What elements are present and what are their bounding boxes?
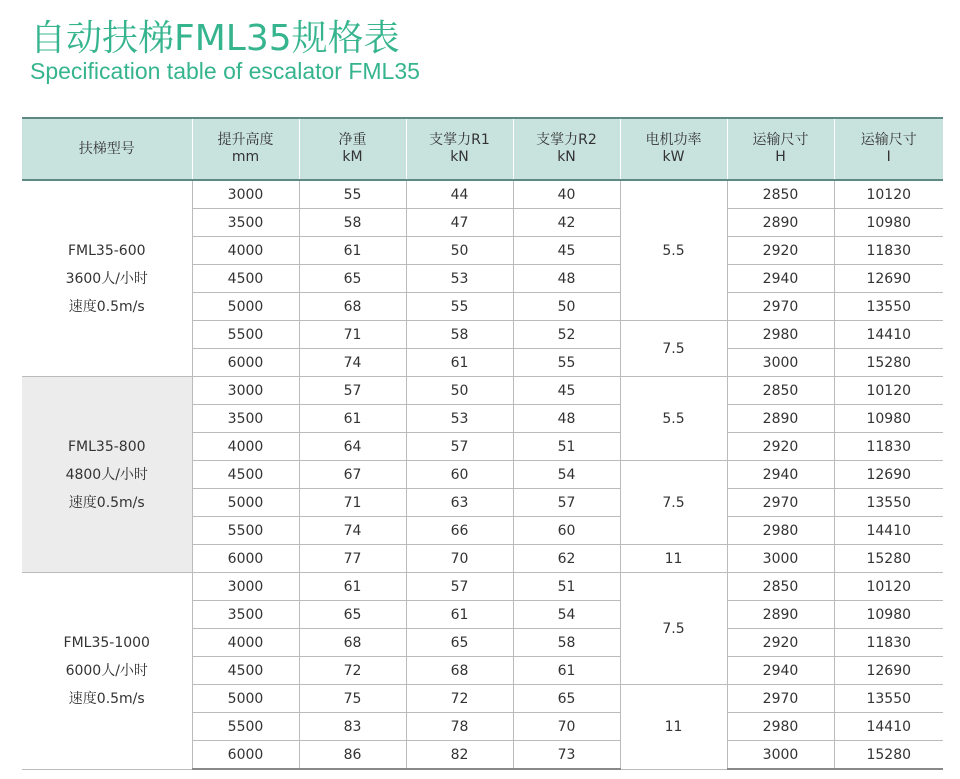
header-support-r2: 支掌力R2 kN: [513, 118, 620, 180]
motor-power-cell: 7.5: [620, 573, 727, 685]
support-r2-cell: 48: [513, 405, 620, 433]
support-r1-cell: 61: [406, 601, 513, 629]
net-weight-cell: 61: [299, 237, 406, 265]
transport-i-cell: 14410: [834, 517, 943, 545]
transport-i-cell: 11830: [834, 629, 943, 657]
net-weight-cell: 77: [299, 545, 406, 573]
header-net-weight: 净重 kM: [299, 118, 406, 180]
net-weight-cell: 57: [299, 377, 406, 405]
support-r2-cell: 45: [513, 377, 620, 405]
lift-height-cell: 4500: [192, 657, 299, 685]
transport-h-cell: 2980: [727, 321, 834, 349]
motor-power-cell: 7.5: [620, 461, 727, 545]
lift-height-cell: 3500: [192, 405, 299, 433]
support-r1-cell: 58: [406, 321, 513, 349]
header-transport-h: 运输尺寸 H: [727, 118, 834, 180]
lift-height-cell: 4500: [192, 461, 299, 489]
transport-h-cell: 2890: [727, 601, 834, 629]
transport-i-cell: 13550: [834, 293, 943, 321]
transport-h-cell: 2920: [727, 629, 834, 657]
transport-h-cell: 2850: [727, 180, 834, 209]
support-r1-cell: 72: [406, 685, 513, 713]
transport-i-cell: 14410: [834, 321, 943, 349]
net-weight-cell: 58: [299, 209, 406, 237]
support-r1-cell: 50: [406, 237, 513, 265]
support-r1-cell: 65: [406, 629, 513, 657]
header-motor-power: 电机功率 kW: [620, 118, 727, 180]
page-title: 自动扶梯FML35规格表: [30, 18, 400, 59]
transport-h-cell: 3000: [727, 349, 834, 377]
lift-height-cell: 3000: [192, 573, 299, 601]
transport-h-cell: 2980: [727, 517, 834, 545]
support-r1-cell: 70: [406, 545, 513, 573]
model-cell: [22, 180, 192, 377]
lift-height-cell: 4000: [192, 237, 299, 265]
transport-h-cell: 2940: [727, 657, 834, 685]
support-r2-cell: 42: [513, 209, 620, 237]
model-speed: 速度0.5m/s: [68, 690, 145, 707]
support-r1-cell: 57: [406, 573, 513, 601]
support-r1-cell: 50: [406, 377, 513, 405]
transport-i-cell: 11830: [834, 237, 943, 265]
transport-h-cell: 2850: [727, 377, 834, 405]
transport-i-cell: 13550: [834, 685, 943, 713]
transport-h-cell: 2920: [727, 237, 834, 265]
net-weight-cell: 74: [299, 349, 406, 377]
support-r2-cell: 45: [513, 237, 620, 265]
net-weight-cell: 71: [299, 489, 406, 517]
model-speed: 速度0.5m/s: [68, 494, 145, 511]
lift-height-cell: 6000: [192, 349, 299, 377]
support-r1-cell: 55: [406, 293, 513, 321]
model-cell: [22, 377, 192, 573]
table-row: [22, 180, 943, 209]
header-transport-i: 运输尺寸 I: [834, 118, 943, 180]
net-weight-cell: 61: [299, 573, 406, 601]
motor-power-cell: 5.5: [620, 180, 727, 321]
net-weight-cell: 65: [299, 601, 406, 629]
net-weight-cell: 75: [299, 685, 406, 713]
transport-i-cell: 15280: [834, 741, 943, 770]
support-r1-cell: 53: [406, 265, 513, 293]
transport-h-cell: 2920: [727, 433, 834, 461]
support-r2-cell: 65: [513, 685, 620, 713]
transport-i-cell: 13550: [834, 489, 943, 517]
net-weight-cell: 65: [299, 265, 406, 293]
support-r2-cell: 51: [513, 573, 620, 601]
support-r2-cell: 61: [513, 657, 620, 685]
table-row: [22, 377, 943, 405]
transport-h-cell: 2850: [727, 573, 834, 601]
motor-power-cell: 5.5: [620, 377, 727, 461]
lift-height-cell: 4000: [192, 433, 299, 461]
lift-height-cell: 5500: [192, 517, 299, 545]
net-weight-cell: 68: [299, 629, 406, 657]
support-r1-cell: 60: [406, 461, 513, 489]
lift-height-cell: 5000: [192, 685, 299, 713]
lift-height-cell: 5000: [192, 489, 299, 517]
transport-i-cell: 12690: [834, 461, 943, 489]
transport-i-cell: 10120: [834, 377, 943, 405]
lift-height-cell: 6000: [192, 545, 299, 573]
header-support-r1: 支掌力R1 kN: [406, 118, 513, 180]
transport-h-cell: 2970: [727, 293, 834, 321]
header-row: [22, 118, 943, 180]
motor-power-cell: 11: [620, 685, 727, 770]
net-weight-cell: 74: [299, 517, 406, 545]
support-r1-cell: 78: [406, 713, 513, 741]
table-row: [22, 573, 943, 601]
support-r2-cell: 52: [513, 321, 620, 349]
lift-height-cell: 3500: [192, 209, 299, 237]
lift-height-cell: 5500: [192, 321, 299, 349]
support-r1-cell: 68: [406, 657, 513, 685]
page-subtitle: Specification table of escalator FML35: [30, 58, 420, 84]
transport-i-cell: 10120: [834, 573, 943, 601]
support-r1-cell: 47: [406, 209, 513, 237]
lift-height-cell: 6000: [192, 741, 299, 770]
support-r1-cell: 82: [406, 741, 513, 770]
transport-i-cell: 10120: [834, 180, 943, 209]
lift-height-cell: 5500: [192, 713, 299, 741]
support-r2-cell: 51: [513, 433, 620, 461]
support-r2-cell: 70: [513, 713, 620, 741]
lift-height-cell: 3000: [192, 377, 299, 405]
support-r2-cell: 48: [513, 265, 620, 293]
transport-h-cell: 3000: [727, 741, 834, 770]
spec-table: [22, 117, 943, 770]
model-name: FML35-800: [67, 438, 146, 455]
net-weight-cell: 86: [299, 741, 406, 770]
support-r1-cell: 57: [406, 433, 513, 461]
support-r2-cell: 73: [513, 741, 620, 770]
model-capacity: 3600人/小时: [65, 270, 148, 287]
lift-height-cell: 4000: [192, 629, 299, 657]
support-r2-cell: 58: [513, 629, 620, 657]
transport-i-cell: 11830: [834, 433, 943, 461]
support-r1-cell: 63: [406, 489, 513, 517]
model-name: FML35-600: [67, 242, 146, 259]
transport-h-cell: 2980: [727, 713, 834, 741]
support-r1-cell: 61: [406, 349, 513, 377]
transport-h-cell: 2970: [727, 685, 834, 713]
transport-i-cell: 10980: [834, 209, 943, 237]
transport-h-cell: 2940: [727, 265, 834, 293]
transport-i-cell: 12690: [834, 265, 943, 293]
support-r2-cell: 40: [513, 180, 620, 209]
model-speed: 速度0.5m/s: [68, 298, 145, 315]
transport-h-cell: 2970: [727, 489, 834, 517]
transport-h-cell: 3000: [727, 545, 834, 573]
transport-h-cell: 2940: [727, 461, 834, 489]
transport-i-cell: 15280: [834, 349, 943, 377]
lift-height-cell: 4500: [192, 265, 299, 293]
header-lift-height: 提升高度 mm: [192, 118, 299, 180]
model-capacity: 4800人/小时: [65, 466, 148, 483]
net-weight-cell: 83: [299, 713, 406, 741]
model-name: FML35-1000: [63, 634, 150, 651]
lift-height-cell: 5000: [192, 293, 299, 321]
support-r2-cell: 54: [513, 601, 620, 629]
net-weight-cell: 68: [299, 293, 406, 321]
support-r2-cell: 50: [513, 293, 620, 321]
support-r2-cell: 57: [513, 489, 620, 517]
transport-i-cell: 14410: [834, 713, 943, 741]
motor-power-cell: 7.5: [620, 321, 727, 377]
support-r1-cell: 66: [406, 517, 513, 545]
net-weight-cell: 55: [299, 180, 406, 209]
net-weight-cell: 72: [299, 657, 406, 685]
transport-h-cell: 2890: [727, 209, 834, 237]
net-weight-cell: 64: [299, 433, 406, 461]
transport-i-cell: 10980: [834, 601, 943, 629]
header-model: 扶梯型号: [22, 118, 192, 180]
support-r1-cell: 44: [406, 180, 513, 209]
support-r2-cell: 60: [513, 517, 620, 545]
model-cell: [22, 573, 192, 770]
support-r2-cell: 54: [513, 461, 620, 489]
lift-height-cell: 3500: [192, 601, 299, 629]
support-r2-cell: 55: [513, 349, 620, 377]
net-weight-cell: 71: [299, 321, 406, 349]
net-weight-cell: 67: [299, 461, 406, 489]
motor-power-cell: 11: [620, 545, 727, 573]
support-r1-cell: 53: [406, 405, 513, 433]
net-weight-cell: 61: [299, 405, 406, 433]
transport-h-cell: 2890: [727, 405, 834, 433]
model-capacity: 6000人/小时: [65, 662, 148, 679]
lift-height-cell: 3000: [192, 180, 299, 209]
transport-i-cell: 10980: [834, 405, 943, 433]
support-r2-cell: 62: [513, 545, 620, 573]
transport-i-cell: 12690: [834, 657, 943, 685]
transport-i-cell: 15280: [834, 545, 943, 573]
